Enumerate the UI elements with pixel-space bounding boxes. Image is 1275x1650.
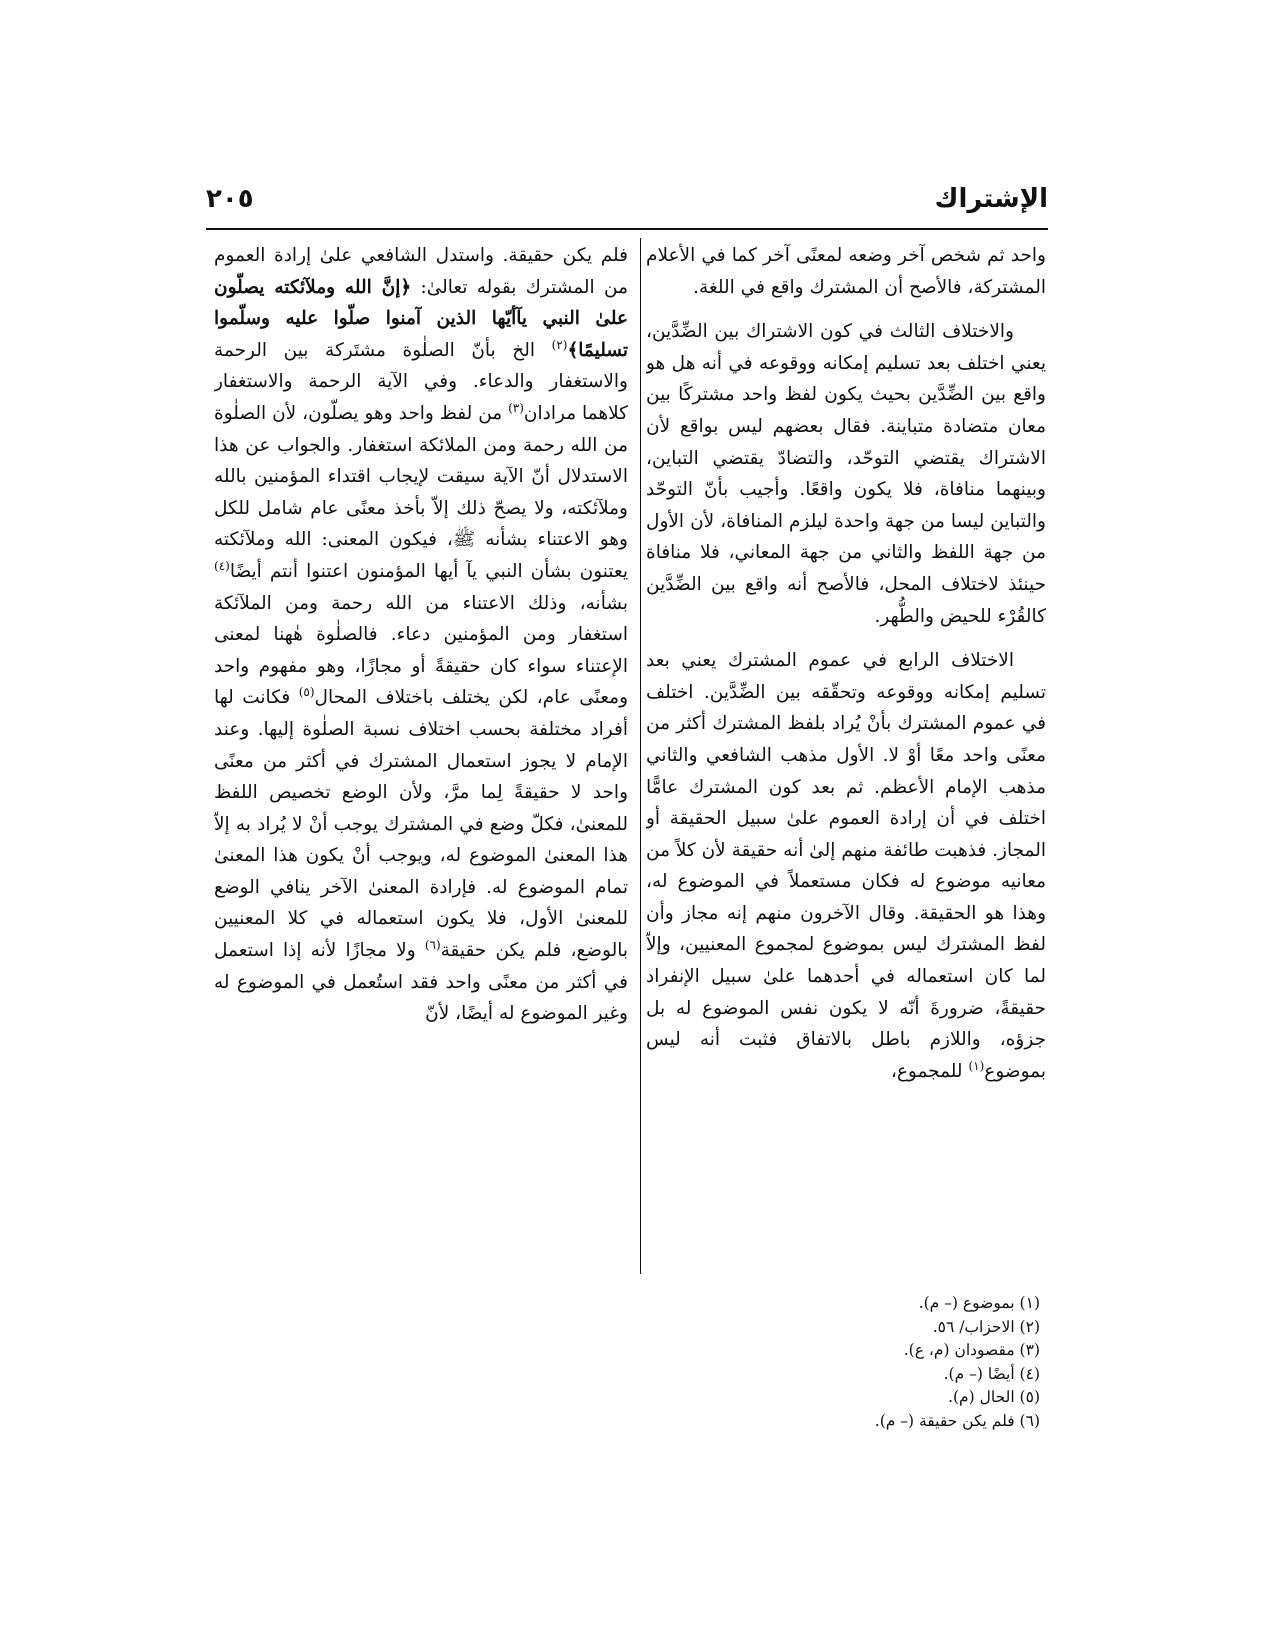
footnote: (٦) فلم يكن حقيقة (– م). [874, 1411, 1040, 1430]
right-column [646, 240, 1046, 1280]
footnote: (٢) الاحزاب/ ٥٦. [932, 1317, 1040, 1336]
paragraph-text: الخ بأنّ الصلٰوة مشتَركة بين الرحمة والاستغفار والدعاء. وفي الآية الرحمة والاستغفار كلاهما مرادان [214, 339, 628, 424]
column-divider [640, 238, 641, 1274]
footnote-ref[interactable]: (٥) [298, 685, 315, 700]
footnote: (٥) الحال (م). [948, 1388, 1040, 1407]
quran-verse: ﴿إنَّ الله وملآئكته يصلّون علىٰ النبي يآأيّها الذين آمنوا صلّوا عليه وسلّموا تسليمًا﴾ [214, 276, 628, 361]
paragraph [214, 240, 628, 1030]
footnotes [620, 1292, 1040, 1434]
left-column [214, 240, 628, 1280]
running-title: الإشتراك [934, 184, 1048, 214]
footnote-ref[interactable]: (٢) [551, 337, 568, 352]
page-header [206, 184, 1048, 226]
paragraph-text: للمجموع، [890, 1060, 969, 1082]
paragraph [646, 645, 1046, 1087]
paragraph-text: بشأنه، وذلك الاعتناء من الله رحمة ومن الملآئكة استغفار ومن المؤمنين دعاء. فالصلٰوة هٰهنا لمعنى الإعتناء سواء كان حقيقةً أو مجازًا، وهو مفهوم واحد ومعنًى عام، لكن يختلف باختلاف المحال [214, 592, 628, 709]
footnote: (١) بموضوع (– م). [918, 1294, 1040, 1312]
paragraph-text: فلم يكن حقيقة. واستدل الشافعي علىٰ إرادة العموم من المشترك بقوله تعالىٰ: [214, 245, 628, 298]
footnote-ref[interactable]: (١) [968, 1058, 985, 1073]
paragraph-text: ولا مجازًا لأنه إذا استعمل في أكثر من معنًى واحد فقد استُعمل في الموضوع له وغير الموضوع له أيضًا، لأنّ [214, 940, 628, 1025]
page-number: ٢٠٥ [206, 184, 254, 214]
paragraph-text: الاختلاف الرابع في عموم المشترك يعني بعد تسليم إمكانه ووقوعه وتحقّقه بين الضِّدَّين. اختلف في عموم المشترك بأنْ يُراد بلفظ المشترك أكثر من معنًى واحد معًا أوْ لا. الأول مذهب الشافعي والثاني مذهب الإمام الأعظم. ثم بعد كون المشترك عامًّا اختلف في أن إرادة العموم علىٰ سبيل الحقيقة أو المجاز. فذهبت طائفة منهم إلىٰ أنه حقيقة لأن كلاً من معانيه موضوع له فكان مستعملاً في الموضوع له، وهذا هو الحقيقة. وقال الآخرون منهم إنه مجاز وأن لفظ المشترك ليس بموضوع لمجموع المعنيين، وإلاّ لما كان استعماله في أحدهما علىٰ سبيل الإنفراد حقيقةً، ضرورةَ أنّه لا يكون نفس الموضوع له بل جزؤه، واللازم باطل بالاتفاق فثبت أنه ليس بموضوع [646, 650, 1046, 1082]
footnote: (٣) مقصودان (م، ع). [903, 1341, 1040, 1360]
header-rule [206, 228, 1048, 230]
footnote-ref[interactable]: (٤) [214, 558, 230, 573]
footnote-ref[interactable]: (٣) [508, 400, 524, 415]
paragraph-text: فكانت لها أفراد مختلفة بحسب اختلاف نسبة الصلٰوة إليها. وعند الإمام لا يجوز استعمال المشترك في أكثر من معنًى واحد لا حقيقةً لِما مرَّ، ولأن الوضع تخصيص اللفظ للمعنىٰ، فكلّ وضع في المشترك يوجب أنْ لا يُراد به إلاّ هذا المعنىٰ الموضوع له، ويوجب أنْ يكون هذا المعنىٰ تمام الموضوع له. فإرادة المعنىٰ الآخر ينافي الوضع للمعنىٰ الأول، فلا يكون استعماله في كلا المعنيين بالوضع، فلم يكن حقيقة [214, 687, 628, 962]
paragraph: والاختلاف الثالث في كون الاشتراك بين الضِّدَّين، يعني اختلف بعد تسليم إمكانه ووقوعه في أنه هل هو واقع بين الضِّدَّين بحيث يكون لفظ واحد مشتركًا بين معان متضادة متباينة. فقال بعضهم ليس بواقع لأن الاشتراك يقتضي التوحّد، والتضادّ يقتضي التباين، وبينهما منافاة، فلا يكون واقعًا. وأجيب بأنّ التوحّد والتباين ليسا من جهة واحدة ليلزم المنافاة، لأن الأول من جهة اللفظ والثاني من جهة المعاني، فلا منافاة حينئذ لاختلاف المحل، فالأصح أنه واقع بين الضِّدَّين كالقُرْء للحيض والطُّهر. [646, 321, 1046, 627]
footnote-ref[interactable]: (٦) [424, 937, 441, 952]
paragraph-text: من لفظ واحد وهو يصلّون، لأن الصلٰوة من الله رحمة ومن الملائكة استغفار. والجواب عن هذا الاستدلال أنّ الآية سيقت لإيجاب اقتداء المؤمنين بالله وملآئكته، ولا يصحّ ذلك إلاّ بأخذ معنًى عام شامل للكل وهو الاعتناء بشأنه ﷺ، فيكون المعنى: الله وملآئكته يعتنون بشأن النبي يآ أيها المؤمنون اعتنوا أنتم أيضًا [214, 402, 628, 582]
footnote: (٤) أيضًا (– م). [943, 1364, 1040, 1383]
paragraph: واحد ثم شخص آخر وضعه لمعنًى آخر كما في الأعلام المشتركة، فالأصح أن المشترك واقع في اللغة. [646, 245, 1046, 298]
